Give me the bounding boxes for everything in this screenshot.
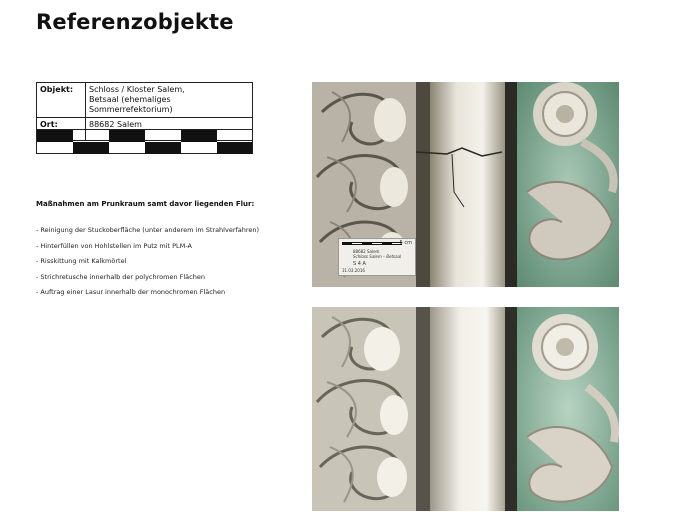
measure-item: - Reinigung der Stuckoberfläche (unter anderem im Strahlverfahren) <box>36 226 260 234</box>
measures-heading: Maßnahmen am Prunkraum samt davor liegenden Flur: <box>36 200 255 208</box>
scale-cell <box>73 142 109 154</box>
scale-cell <box>145 142 181 154</box>
measure-item: - Hinterfüllen von Hohlstellen im Putz mit PLM-A <box>36 241 192 250</box>
card-code: S 4 A <box>353 261 366 267</box>
rosette <box>533 82 597 146</box>
scale-cell <box>217 142 252 154</box>
object-value-line2: Betsaal (ehemaliges Sommerrefektorium) <box>89 95 173 114</box>
card-scale-bar <box>342 242 402 245</box>
object-label: Objekt: <box>37 83 86 118</box>
object-value-line1: Schloss / Kloster Salem, <box>89 85 185 94</box>
object-value <box>86 83 253 118</box>
measure-item: - Auftrag einer Lasur innerhalb der monochromen Flächen <box>36 288 226 296</box>
scale-cell <box>181 130 217 142</box>
measure-item: - Risskittung mit Kalkmörtel <box>36 257 127 265</box>
place-label: Ort: <box>37 118 86 141</box>
scale-cell <box>37 130 73 142</box>
rosette <box>532 314 598 380</box>
stucco-photo-after <box>312 307 619 511</box>
before-restoration-photo <box>312 82 619 287</box>
page-title: Referenzobjekte <box>36 10 234 34</box>
measure-item: - Strichretusche innerhalb der polychromen Flächen <box>36 272 205 281</box>
measures-list <box>36 226 259 304</box>
card-date: 31.03.2016 <box>342 268 365 273</box>
place-value: 88682 Salem <box>86 118 253 141</box>
card-place: 88682 Salem <box>353 249 380 254</box>
card-scale-unit: 5 cm <box>399 240 412 246</box>
card-object: Schloss Salem – Betsaal <box>353 254 402 259</box>
checker-scale-bar <box>36 129 253 154</box>
after-restoration-photo <box>312 307 619 511</box>
photo-label-card <box>338 238 416 276</box>
object-row <box>37 83 253 118</box>
scale-cell <box>109 130 145 142</box>
